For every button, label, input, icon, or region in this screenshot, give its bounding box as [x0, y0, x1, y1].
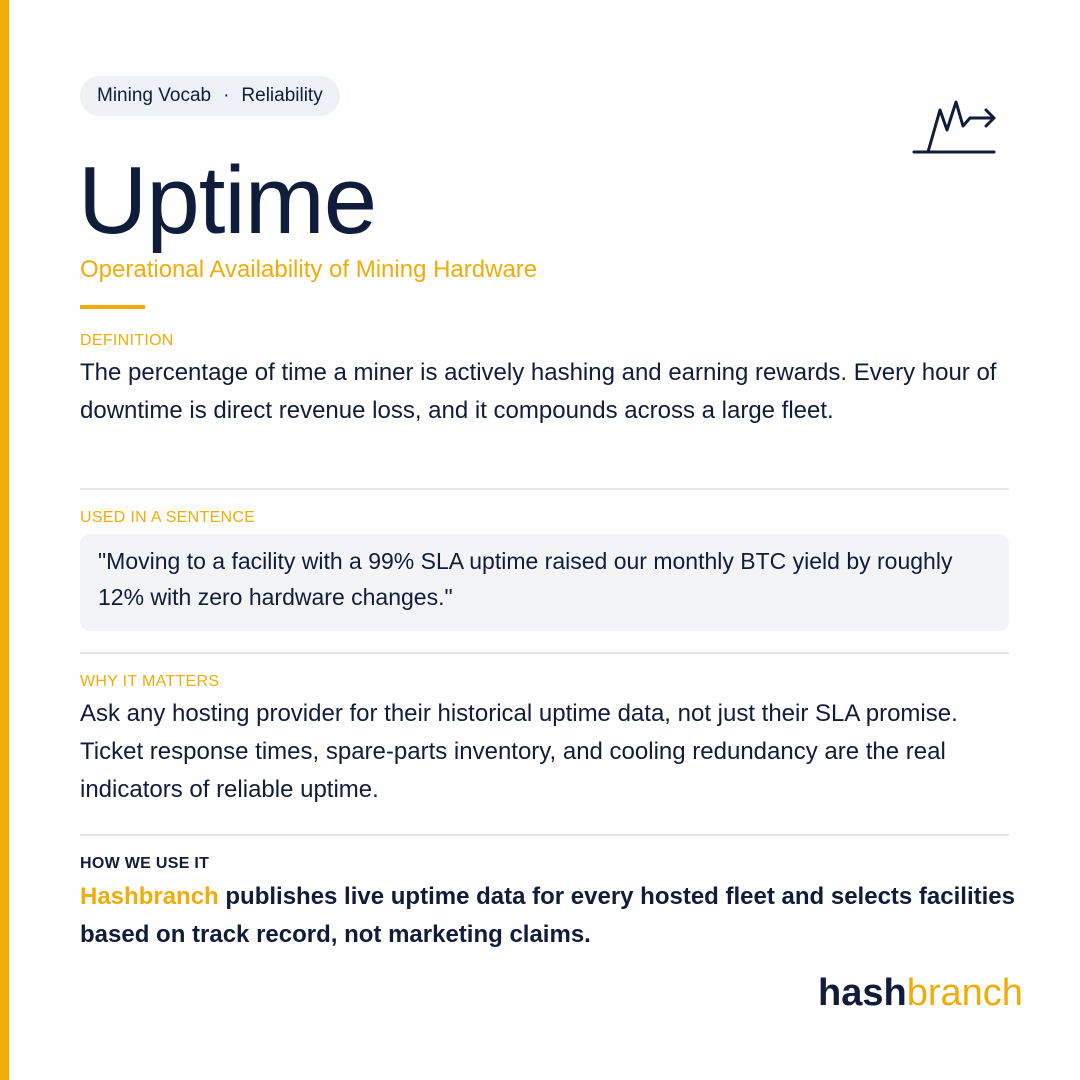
section-divider: [80, 652, 1009, 654]
term-title: Uptime: [78, 147, 377, 254]
section-divider: [80, 834, 1009, 836]
importance-text: Ask any hosting provider for their historical uptime data, not just their SLA promise. Ticket response times, spare-parts inventory, and cooling redundancy are the real indicators of reliable uptime.: [80, 700, 958, 803]
section-divider: [80, 488, 1009, 490]
usage-brand: Hashbranch: [80, 883, 219, 910]
title-underline: [80, 305, 145, 309]
term-subtitle: Operational Availability of Mining Hardware: [80, 256, 538, 283]
usage-body: publishes live uptime data for every hosted fleet and selects facilities based on track record, not marketing claims.: [80, 883, 1015, 948]
definition-label: DEFINITION: [80, 332, 174, 349]
brand-logo: [818, 972, 1023, 1015]
accent-bar: [0, 0, 9, 1080]
usage-label: HOW WE USE IT: [80, 855, 210, 872]
usage-text: [80, 878, 1015, 954]
logo-part-branch: branch: [906, 972, 1023, 1014]
importance-label: WHY IT MATTERS: [80, 673, 220, 690]
example-label: USED IN A SENTENCE: [80, 509, 256, 526]
category-tag: [80, 76, 340, 116]
trend-chart-icon: [910, 96, 1000, 158]
tag-topic: Reliability: [241, 85, 323, 106]
example-quote: "Moving to a facility with a 99% SLA uptime raised our monthly BTC yield by roughly 12% with zero hardware changes.": [80, 534, 1009, 631]
tag-category: Mining Vocab: [97, 85, 212, 106]
definition-text: The percentage of time a miner is actively hashing and earning rewards. Every hour of downtime is direct revenue loss, and it compounds across a large fleet.: [80, 359, 997, 424]
logo-part-hash: hash: [818, 972, 907, 1014]
tag-separator: ·: [223, 85, 230, 106]
